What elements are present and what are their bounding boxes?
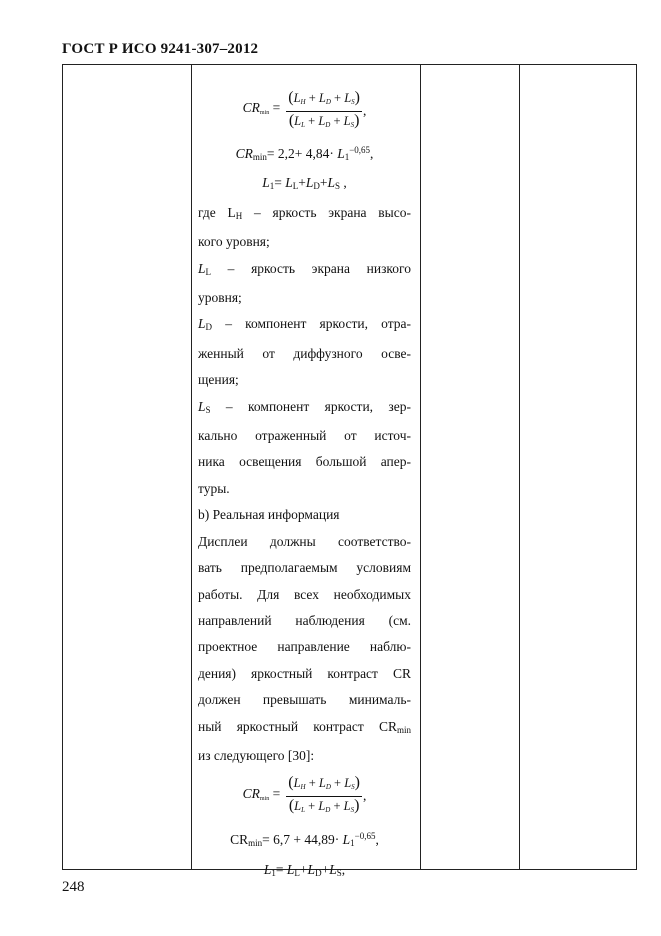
formula2-numerator: $(L_H + L_D + L_S)$ [288, 773, 360, 791]
column-divider-1 [191, 65, 192, 869]
definition-lh-line-1: где $L_H$ – яркость экрана высо- [198, 204, 411, 221]
contrast-formula-2 [198, 769, 411, 823]
requirement-text-cell [198, 65, 411, 886]
formula-fraction [286, 89, 362, 134]
section-b-line-9: из следующего [30]: [198, 747, 315, 763]
column-divider-3 [519, 65, 520, 869]
formula-numerator: $(L_H + L_D + L_S)$ [288, 88, 360, 106]
section-b-line-6: дения) яркостный контраст CR [198, 665, 411, 681]
definition-ld-line-2: женный от диффузного осве- [198, 345, 411, 361]
section-b-heading: b) Реальная информация [198, 507, 340, 523]
column-divider-2 [420, 65, 421, 869]
definition-ld-line-1: $L_D$ – компонент яркости, отра- [198, 316, 411, 333]
section-b-line-5: проектное направление наблю- [198, 639, 411, 655]
section-b-line-2: вать предполагаемым условиям [198, 560, 411, 576]
formula-comma: , [363, 102, 367, 118]
crmin-equation-2: $CR_{min}= 6,7 + 44,89\cdot L_1^{-0,65}$, [230, 831, 379, 849]
definition-lh-line-2: кого уровня; [198, 234, 270, 250]
requirements-table [62, 64, 637, 878]
l1-equation-2: $L_1= L_L+L_D+L_S$, [263, 861, 346, 878]
formula2-fraction [286, 774, 362, 819]
crmin-equation-1: $CR_{min}= 2,2+ 4,84\cdot L_1^{-0,65}$, [235, 145, 374, 162]
definition-ls-line-1: $L_S$ – компонент яркости, зер- [198, 398, 411, 415]
page-number: 248 [62, 879, 85, 895]
section-b-line-1: Дисплеи должны соответство- [198, 533, 411, 549]
document-header: ГОСТ Р ИСО 9241-307–2012 [62, 41, 259, 57]
section-b-line-3: работы. Для всех необходимых [198, 586, 411, 602]
definition-ll-line-2: уровня; [198, 290, 242, 306]
definition-ls-line-4: туры. [198, 480, 230, 496]
section-b-line-7: должен превышать минималь- [198, 692, 411, 708]
definition-ll-line-1: $L_L$ – яркость экрана низкого [198, 260, 411, 277]
formula2-lhs: $CR_{min}$ = [242, 785, 281, 802]
formula-lhs: $CR_{min}$ = [242, 100, 281, 117]
contrast-formula-1 [198, 85, 411, 137]
definition-ls-line-2: кально отраженный от источ- [198, 428, 411, 444]
definition-ls-line-3: ника освещения большой апер- [198, 454, 411, 470]
definition-ld-line-3: щения; [198, 372, 239, 388]
formula2-comma: , [363, 788, 367, 804]
l1-equation-1: $L_1= L_L+L_D+L_S$ , [262, 175, 347, 192]
formula-denominator: $(L_L + L_D + L_S)$ [288, 111, 360, 129]
section-b-line-4: направлений наблюдения (см. [198, 612, 411, 628]
section-b-line-8: ный яркостный контраст $CR_{min}$ [198, 718, 411, 735]
formula2-denominator: $(L_L + L_D + L_S)$ [288, 796, 360, 814]
